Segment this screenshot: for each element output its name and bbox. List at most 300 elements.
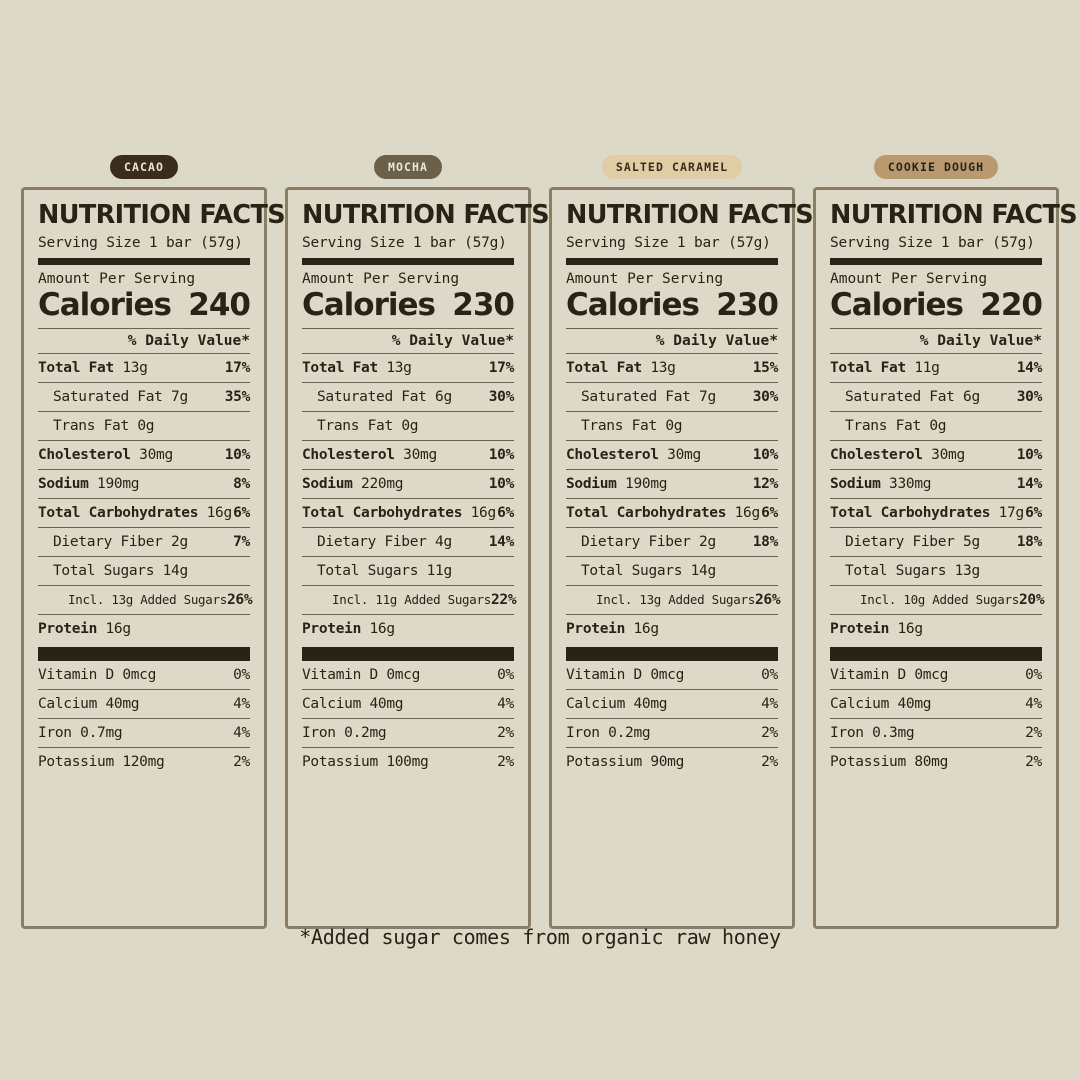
- nutrient-label: Cholesterol: [38, 446, 131, 463]
- nutrient-name: [302, 621, 395, 637]
- micronutrient-name: [566, 667, 684, 683]
- nutrient-percent: 17%: [488, 359, 514, 376]
- micronutrient-label: Vitamin D: [38, 666, 114, 683]
- nutrient-percent: 10%: [752, 446, 778, 463]
- nutrition-panel: [549, 155, 814, 929]
- nutrient-amount: 13g: [650, 359, 676, 376]
- micronutrient-percent: 2%: [1025, 724, 1042, 741]
- nutrient-percent: 6%: [1025, 504, 1042, 521]
- micronutrient-label: Iron: [566, 724, 600, 741]
- nutrient-amount: 0g: [401, 417, 419, 434]
- nutrient-amount: 330mg: [889, 475, 932, 492]
- calories-value: 220: [980, 286, 1042, 323]
- nutrient-label: Dietary Fiber: [845, 533, 955, 550]
- micronutrient-name: [302, 725, 386, 741]
- nutrient-name: [302, 563, 452, 579]
- section-divider: [566, 647, 778, 661]
- nutrient-amount: 4g: [435, 533, 452, 550]
- micronutrient-row: [830, 690, 1042, 719]
- micronutrient-percent: 2%: [497, 724, 514, 741]
- nutrient-amount: 2g: [171, 533, 188, 550]
- micronutrient-name: [302, 667, 420, 683]
- nutrient-name: [566, 592, 755, 607]
- nutrient-amount: 30mg: [403, 446, 437, 463]
- calories-label: Calories: [566, 286, 699, 323]
- nutrient-name: [566, 418, 682, 434]
- micronutrient-name: [830, 725, 914, 741]
- micronutrient-row: [830, 661, 1042, 690]
- nutrition-label: [813, 187, 1078, 929]
- nutrient-percent: 10%: [488, 446, 514, 463]
- nutrient-row: [830, 615, 1042, 643]
- nutrient-row: [830, 499, 1042, 528]
- nutrient-label: Trans Fat: [317, 417, 393, 434]
- nutrient-name: [830, 418, 946, 434]
- micronutrient-name: [38, 754, 164, 770]
- nutrient-row: [302, 412, 514, 441]
- nutrient-name: [302, 505, 496, 521]
- nutrient-percent: 7%: [233, 533, 250, 550]
- micronutrient-row: [38, 719, 250, 748]
- nutrient-amount: 11g: [914, 359, 940, 376]
- nutrient-name: [302, 389, 452, 405]
- nutrient-row: [38, 470, 250, 499]
- nutrient-row: [302, 586, 517, 615]
- nutrient-name: [830, 447, 965, 463]
- nutrition-label: [285, 187, 550, 929]
- flavor-badge: COOKIE DOUGH: [874, 155, 998, 179]
- nutrient-amount: 2g: [699, 533, 716, 550]
- nutrient-row: [566, 470, 778, 499]
- nutrient-label: Trans Fat: [53, 417, 129, 434]
- nutrient-amount: 6g: [435, 388, 452, 405]
- micronutrient-amount: 0mcg: [122, 666, 157, 683]
- calories-row: [830, 287, 1042, 329]
- nutrient-label: Total Carbohydrates: [38, 504, 199, 521]
- nutrient-name: [566, 534, 716, 550]
- nutrient-name: [830, 563, 980, 579]
- micronutrient-label: Potassium: [302, 753, 378, 770]
- micronutrient-row: [38, 748, 250, 776]
- nutrient-percent: 10%: [1016, 446, 1042, 463]
- nutrient-amount: 7g: [171, 388, 188, 405]
- nutrient-amount: 16g: [470, 504, 496, 521]
- nutrition-facts-title: NUTRITION FACTS: [566, 200, 814, 230]
- nutrient-amount: 5g: [963, 533, 980, 550]
- micronutrient-name: [566, 696, 667, 712]
- nutrient-row: [566, 586, 781, 615]
- nutrient-label: Dietary Fiber: [317, 533, 427, 550]
- nutrient-name: [566, 360, 676, 376]
- calories-label: Calories: [830, 286, 963, 323]
- nutrition-panels: [0, 155, 1080, 929]
- micronutrient-label: Calcium: [38, 695, 98, 712]
- micronutrient-percent: 0%: [761, 666, 778, 683]
- micronutrient-row: [566, 748, 778, 776]
- micronutrient-percent: 0%: [497, 666, 514, 683]
- nutrient-name: [830, 621, 923, 637]
- daily-value-header: % Daily Value*: [566, 329, 778, 354]
- nutrient-label: Total Carbohydrates: [830, 504, 991, 521]
- nutrient-label: Saturated Fat: [581, 388, 691, 405]
- micronutrient-amount: 0mcg: [914, 666, 949, 683]
- nutrient-name: [38, 563, 188, 579]
- micronutrient-amount: 40mg: [897, 695, 932, 712]
- nutrition-panel: [285, 155, 550, 929]
- micronutrient-row: [302, 661, 514, 690]
- nutrient-amount: 16g: [734, 504, 760, 521]
- nutrient-amount: 190mg: [97, 475, 140, 492]
- nutrient-amount: 7g: [699, 388, 716, 405]
- micronutrient-percent: 2%: [761, 753, 778, 770]
- nutrient-label: Total Sugars: [53, 562, 155, 579]
- nutrient-name: [302, 476, 403, 492]
- micronutrient-percent: 0%: [233, 666, 250, 683]
- micronutrient-name: [566, 754, 684, 770]
- micronutrient-row: [38, 690, 250, 719]
- nutrient-name: [38, 418, 154, 434]
- nutrient-name: [830, 505, 1024, 521]
- nutrient-name: [566, 621, 659, 637]
- micronutrient-label: Iron: [830, 724, 864, 741]
- nutrient-percent: 6%: [761, 504, 778, 521]
- micronutrient-label: Vitamin D: [566, 666, 642, 683]
- nutrient-label: Total Sugars: [581, 562, 683, 579]
- nutrient-row: [566, 615, 778, 643]
- nutrient-amount: 13g: [386, 359, 412, 376]
- micronutrient-row: [566, 719, 778, 748]
- serving-size: Serving Size 1 bar (57g): [302, 235, 514, 265]
- micronutrient-percent: 4%: [1025, 695, 1042, 712]
- nutrient-name: [830, 360, 940, 376]
- nutrient-name: [830, 534, 980, 550]
- nutrient-amount: 16g: [206, 504, 232, 521]
- nutrient-row: [38, 557, 250, 586]
- nutrient-name: [302, 592, 491, 607]
- serving-size: Serving Size 1 bar (57g): [566, 235, 778, 265]
- micronutrient-amount: 0mcg: [650, 666, 685, 683]
- nutrient-amount: 30mg: [931, 446, 965, 463]
- nutrient-label: Protein: [566, 620, 626, 637]
- nutrient-name: [830, 476, 931, 492]
- nutrient-label: Total Fat: [830, 359, 906, 376]
- nutrient-row: [38, 528, 250, 557]
- calories-label: Calories: [302, 286, 435, 323]
- nutrient-percent: 30%: [752, 388, 778, 405]
- nutrient-label: Total Sugars: [845, 562, 947, 579]
- nutrient-row: [38, 499, 250, 528]
- micronutrient-name: [38, 667, 156, 683]
- micronutrient-amount: 100mg: [386, 753, 429, 770]
- nutrient-label: Protein: [302, 620, 362, 637]
- nutrient-label: Sodium: [830, 475, 881, 492]
- nutrient-percent: 10%: [224, 446, 250, 463]
- micronutrient-label: Potassium: [566, 753, 642, 770]
- flavor-badge: SALTED CARAMEL: [602, 155, 742, 179]
- micronutrient-name: [302, 754, 428, 770]
- nutrient-percent: 12%: [752, 475, 778, 492]
- nutrient-row: [830, 441, 1042, 470]
- nutrient-row: [566, 412, 778, 441]
- nutrient-amount: 16g: [105, 620, 131, 637]
- nutrient-amount: 16g: [369, 620, 395, 637]
- nutrient-label: Cholesterol: [566, 446, 659, 463]
- nutrient-row: [38, 441, 250, 470]
- calories-value: 230: [716, 286, 778, 323]
- nutrition-label: [549, 187, 814, 929]
- micronutrient-amount: 40mg: [369, 695, 404, 712]
- nutrient-row: [38, 354, 250, 383]
- micronutrient-percent: 2%: [233, 753, 250, 770]
- micronutrient-percent: 0%: [1025, 666, 1042, 683]
- amount-per-serving: Amount Per Serving: [38, 270, 196, 287]
- nutrient-row: [302, 528, 514, 557]
- nutrient-label: Total Carbohydrates: [302, 504, 463, 521]
- nutrient-row: [302, 383, 514, 412]
- nutrient-name: [830, 592, 1019, 607]
- nutrient-amount: 30mg: [139, 446, 173, 463]
- micronutrient-name: [38, 696, 139, 712]
- nutrient-amount: 6g: [963, 388, 980, 405]
- section-divider: [830, 647, 1042, 661]
- nutrient-percent: 30%: [488, 388, 514, 405]
- flavor-pill-wrap: [285, 155, 531, 187]
- nutrient-percent: 17%: [224, 359, 250, 376]
- nutrient-row: [830, 354, 1042, 383]
- micronutrient-name: [302, 696, 403, 712]
- nutrient-row: [38, 412, 250, 441]
- nutrient-label: Cholesterol: [302, 446, 395, 463]
- micronutrient-amount: 80mg: [914, 753, 949, 770]
- nutrient-label: Incl. 10g Added Sugars: [860, 591, 1019, 607]
- nutrient-row: [566, 499, 778, 528]
- nutrient-amount: 14g: [162, 562, 188, 579]
- serving-size: Serving Size 1 bar (57g): [38, 235, 250, 265]
- micronutrient-name: [830, 667, 948, 683]
- micronutrient-name: [38, 725, 122, 741]
- nutrient-amount: 16g: [633, 620, 659, 637]
- nutrient-label: Saturated Fat: [845, 388, 955, 405]
- micronutrient-row: [566, 661, 778, 690]
- micronutrient-amount: 40mg: [633, 695, 668, 712]
- nutrient-label: Total Fat: [302, 359, 378, 376]
- nutrient-row: [830, 470, 1042, 499]
- nutrient-percent: 6%: [233, 504, 250, 521]
- micronutrient-label: Potassium: [830, 753, 906, 770]
- micronutrient-percent: 4%: [497, 695, 514, 712]
- micronutrient-label: Calcium: [566, 695, 626, 712]
- nutrient-row: [566, 528, 778, 557]
- nutrient-name: [302, 418, 418, 434]
- nutrient-name: [38, 505, 232, 521]
- nutrient-amount: 17g: [998, 504, 1024, 521]
- nutrient-label: Sodium: [38, 475, 89, 492]
- nutrient-amount: 14g: [690, 562, 716, 579]
- nutrient-percent: 14%: [488, 533, 514, 550]
- nutrient-amount: 0g: [137, 417, 155, 434]
- nutrient-name: [566, 476, 667, 492]
- nutrient-row: [38, 383, 250, 412]
- calories-value: 240: [188, 286, 250, 323]
- flavor-pill-wrap: [813, 155, 1059, 187]
- micronutrient-row: [566, 690, 778, 719]
- daily-value-header: % Daily Value*: [38, 329, 250, 354]
- micronutrient-row: [830, 719, 1042, 748]
- daily-value-header: % Daily Value*: [302, 329, 514, 354]
- micronutrient-row: [830, 748, 1042, 776]
- amount-per-serving: Amount Per Serving: [302, 270, 460, 287]
- nutrient-label: Trans Fat: [845, 417, 921, 434]
- flavor-badge: MOCHA: [374, 155, 442, 179]
- nutrient-row: [566, 383, 778, 412]
- micronutrient-row: [38, 661, 250, 690]
- flavor-badge: CACAO: [110, 155, 178, 179]
- micronutrient-label: Iron: [302, 724, 336, 741]
- nutrient-row: [302, 499, 514, 528]
- nutrient-name: [830, 389, 980, 405]
- nutrient-label: Saturated Fat: [53, 388, 163, 405]
- nutrient-percent: 8%: [233, 475, 250, 492]
- nutrient-row: [830, 586, 1045, 615]
- nutrient-amount: 16g: [897, 620, 923, 637]
- micronutrient-name: [830, 696, 931, 712]
- nutrient-label: Sodium: [302, 475, 353, 492]
- nutrient-row: [830, 383, 1042, 412]
- nutrition-panel: [21, 155, 286, 929]
- nutrient-name: [38, 447, 173, 463]
- nutrient-percent: 22%: [490, 591, 517, 608]
- section-divider: [302, 647, 514, 661]
- nutrient-percent: 26%: [226, 591, 253, 608]
- nutrient-label: Sodium: [566, 475, 617, 492]
- nutrient-row: [302, 557, 514, 586]
- nutrient-name: [38, 621, 131, 637]
- nutrient-label: Dietary Fiber: [581, 533, 691, 550]
- nutrient-amount: 0g: [665, 417, 683, 434]
- nutrition-facts-title: NUTRITION FACTS: [302, 200, 550, 230]
- micronutrient-percent: 2%: [761, 724, 778, 741]
- micronutrient-label: Vitamin D: [830, 666, 906, 683]
- micronutrient-amount: 0.3mg: [872, 724, 915, 741]
- nutrient-name: [38, 592, 227, 607]
- nutrient-name: [302, 360, 412, 376]
- nutrient-label: Cholesterol: [830, 446, 923, 463]
- nutrient-name: [566, 505, 760, 521]
- micronutrient-label: Potassium: [38, 753, 114, 770]
- nutrient-amount: 0g: [929, 417, 947, 434]
- micronutrient-label: Calcium: [302, 695, 362, 712]
- amount-per-serving: Amount Per Serving: [830, 270, 988, 287]
- nutrient-row: [830, 557, 1042, 586]
- nutrient-percent: 18%: [1016, 533, 1042, 550]
- nutrient-name: [38, 476, 139, 492]
- nutrient-percent: 18%: [752, 533, 778, 550]
- nutrition-facts-title: NUTRITION FACTS: [38, 200, 286, 230]
- serving-size: Serving Size 1 bar (57g): [830, 235, 1042, 265]
- nutrient-row: [302, 354, 514, 383]
- micronutrient-row: [302, 748, 514, 776]
- nutrient-label: Incl. 11g Added Sugars: [332, 591, 491, 607]
- nutrient-percent: 35%: [224, 388, 250, 405]
- nutrient-row: [302, 470, 514, 499]
- nutrient-label: Dietary Fiber: [53, 533, 163, 550]
- nutrient-label: Total Fat: [38, 359, 114, 376]
- nutrition-facts-title: NUTRITION FACTS: [830, 200, 1078, 230]
- nutrient-percent: 14%: [1016, 359, 1042, 376]
- micronutrient-percent: 2%: [497, 753, 514, 770]
- nutrient-percent: 14%: [1016, 475, 1042, 492]
- section-divider: [38, 647, 250, 661]
- flavor-pill-wrap: [21, 155, 267, 187]
- nutrient-name: [566, 563, 716, 579]
- nutrient-label: Incl. 13g Added Sugars: [596, 591, 755, 607]
- calories-row: [302, 287, 514, 329]
- calories-label: Calories: [38, 286, 171, 323]
- nutrient-label: Total Carbohydrates: [566, 504, 727, 521]
- nutrient-percent: 15%: [752, 359, 778, 376]
- nutrient-name: [38, 360, 148, 376]
- calories-row: [38, 287, 250, 329]
- micronutrient-label: Iron: [38, 724, 72, 741]
- micronutrient-percent: 4%: [233, 724, 250, 741]
- calories-value: 230: [452, 286, 514, 323]
- nutrient-row: [38, 615, 250, 643]
- micronutrient-amount: 0.2mg: [608, 724, 651, 741]
- nutrient-row: [566, 441, 778, 470]
- micronutrient-percent: 4%: [233, 695, 250, 712]
- micronutrient-label: Calcium: [830, 695, 890, 712]
- calories-row: [566, 287, 778, 329]
- nutrient-amount: 13g: [122, 359, 148, 376]
- nutrient-row: [830, 528, 1042, 557]
- nutrient-label: Saturated Fat: [317, 388, 427, 405]
- nutrient-label: Total Fat: [566, 359, 642, 376]
- flavor-pill-wrap: [549, 155, 795, 187]
- nutrient-name: [38, 389, 188, 405]
- nutrient-row: [38, 586, 253, 615]
- nutrient-name: [302, 447, 437, 463]
- nutrient-percent: 26%: [754, 591, 781, 608]
- micronutrient-percent: 4%: [761, 695, 778, 712]
- nutrient-name: [302, 534, 452, 550]
- nutrient-percent: 6%: [497, 504, 514, 521]
- nutrient-amount: 30mg: [667, 446, 701, 463]
- nutrient-amount: 11g: [426, 562, 452, 579]
- nutrient-percent: 10%: [488, 475, 514, 492]
- nutrient-row: [566, 557, 778, 586]
- nutrient-label: Trans Fat: [581, 417, 657, 434]
- nutrient-name: [566, 389, 716, 405]
- nutrient-row: [566, 354, 778, 383]
- nutrient-row: [830, 412, 1042, 441]
- footnote: *Added sugar comes from organic raw honey: [299, 925, 781, 949]
- amount-per-serving: Amount Per Serving: [566, 270, 724, 287]
- micronutrient-row: [302, 690, 514, 719]
- nutrient-amount: 220mg: [361, 475, 404, 492]
- micronutrient-name: [566, 725, 650, 741]
- micronutrient-amount: 90mg: [650, 753, 685, 770]
- nutrient-percent: 20%: [1018, 591, 1045, 608]
- micronutrient-amount: 0.2mg: [344, 724, 387, 741]
- micronutrient-amount: 0mcg: [386, 666, 421, 683]
- nutrient-row: [302, 441, 514, 470]
- nutrient-row: [302, 615, 514, 643]
- micronutrient-amount: 40mg: [105, 695, 140, 712]
- nutrition-label: [21, 187, 286, 929]
- nutrient-amount: 190mg: [625, 475, 668, 492]
- nutrient-label: Total Sugars: [317, 562, 419, 579]
- micronutrient-row: [302, 719, 514, 748]
